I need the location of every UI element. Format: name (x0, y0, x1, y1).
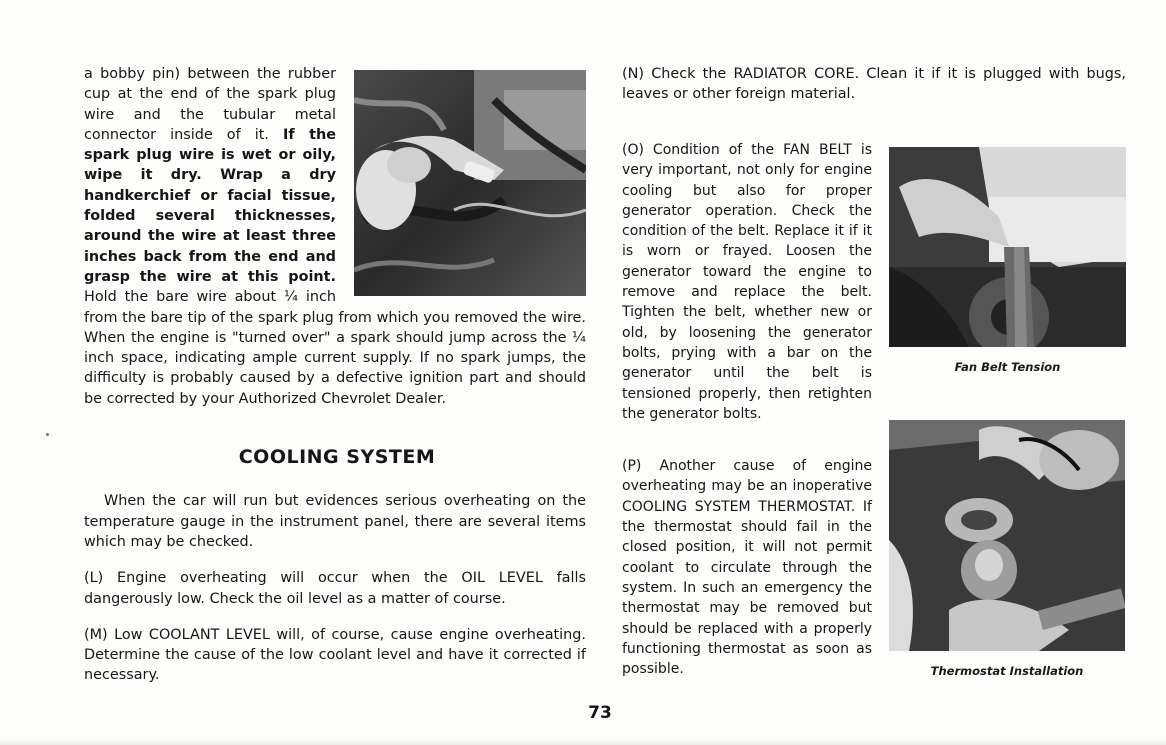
page-bottom-edge (0, 739, 1166, 745)
thermostat-caption: Thermostat Installation (930, 664, 1084, 678)
spark-plug-bold-text: If the spark plug wire is wet or oily, wipe it dry. Wrap a dry handkerchief or facial tissue, folded several thicknesses, around the wire at least three inches back from the end and grasp the wire at this point. (84, 126, 337, 285)
spark-plug-wire-photo (354, 70, 586, 296)
item-n-paragraph: (N) Check the RADIATOR CORE. Clean it if it is plugged with bugs, leaves or other foreign material. (622, 66, 1126, 103)
spark-plug-rest-text: Hold the bare wire about ¼ inch from the bare tip of the spark plug from which you removed the wire. When the engine is "turned over" a spark should jump across the ¼ inch space, indicating ample current supply. If no spark jumps, the difficulty is probably caused by a defective ignition part and should be corrected by your Authorized Chevrolet Dealer. (84, 289, 586, 407)
item-l-paragraph: (L) Engine overheating will occur when the OIL LEVEL falls dangerously low. Check the oil level as a matter of course. (84, 570, 586, 607)
paper-speck (46, 433, 49, 436)
item-m-paragraph: (M) Low COOLANT LEVEL will, of course, cause engine overheating. Determine the cause of the low coolant level and have it corrected if necessary. (84, 626, 586, 684)
right-text-column (622, 140, 872, 679)
left-column (84, 64, 586, 686)
cooling-system-heading: COOLING SYSTEM (238, 446, 436, 469)
item-p-paragraph: (P) Another cause of engine overheating may be an inoperative COOLING SYSTEM THERMOSTAT. If the thermostat should fail in the closed position, it will not permit coolant to circulate through the system. In such an emergency the thermostat may be removed but should be replaced with a properly functioning thermostat as soon as possible. (622, 458, 872, 678)
thermostat-photo (889, 420, 1125, 651)
fan-belt-caption: Fan Belt Tension (954, 360, 1061, 374)
page-number: 73 (588, 703, 612, 723)
cooling-intro-paragraph: When the car will run but evidences serious overheating on the temperature gauge in the instrument panel, there are several items which may be checked. (84, 493, 586, 550)
spark-plug-text: a bobby pin) between the rubber cup at the end of the spark plug wire and the tubular metal connector inside of it. (84, 66, 336, 143)
fan-belt-photo (889, 147, 1126, 347)
item-o-paragraph: (O) Condition of the FAN BELT is very important, not only for engine cooling but also for proper generator operation. Check the condition of the belt. Replace it if it is worn or frayed. Loosen the generator toward the engine to remove and replace the belt. Tighten the belt, whether new or old, by loosening the generator bolts, prying with a bar on the generator until the belt is tensioned properly, then retighten the generator bolts. (622, 142, 872, 422)
